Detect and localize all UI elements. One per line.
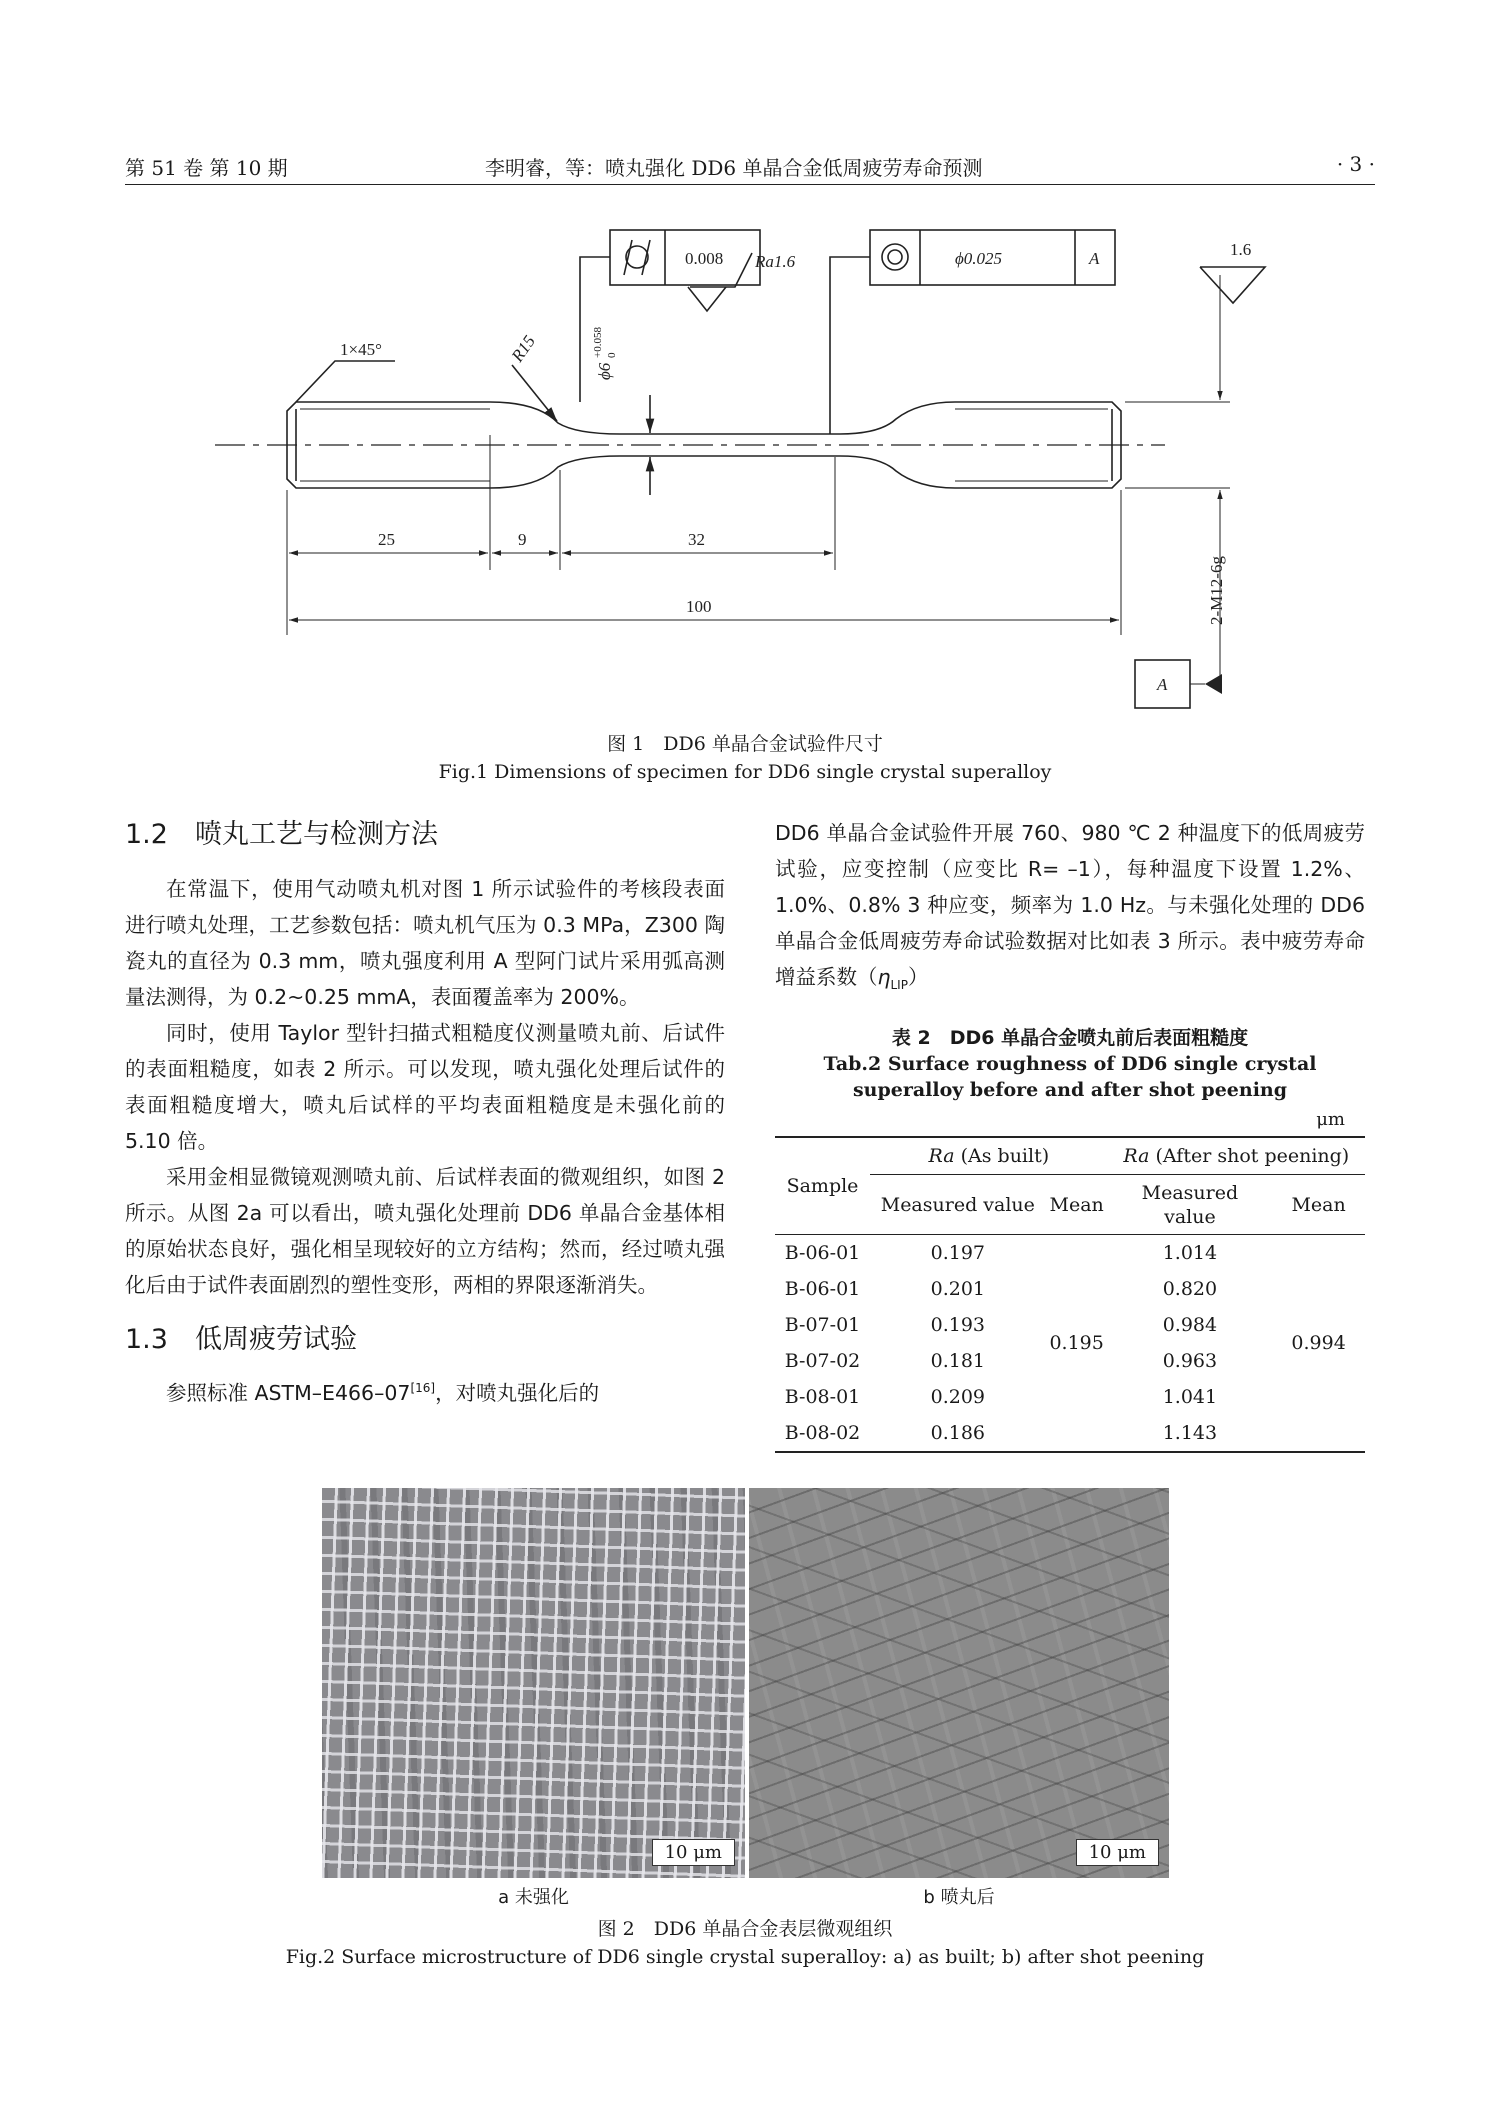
cylindricity-icon bbox=[624, 240, 650, 275]
right-column bbox=[775, 815, 1365, 1453]
table-row: B-06-01 0.201 0.820 bbox=[784, 1278, 1218, 1301]
table2-head-measured: Measured value bbox=[870, 1175, 1046, 1235]
datum-label: A bbox=[1157, 675, 1168, 694]
table2-unit: μm bbox=[1316, 1109, 1345, 1131]
figure1-caption-en: Fig.1 Dimensions of specimen for DD6 single crystal superalloy bbox=[438, 761, 1052, 783]
section-1-3-para-1: 参照标准 ASTM–E466–07[16]，对喷丸强化后的 bbox=[166, 1380, 600, 1405]
table2 bbox=[775, 1136, 1365, 1453]
table2-head-mean: Mean bbox=[1046, 1175, 1108, 1235]
corner-roughness-value: 1.6 bbox=[1230, 240, 1252, 259]
specimen-drawing bbox=[200, 195, 1280, 720]
table2-head-sample: Sample bbox=[775, 1137, 870, 1235]
thread-label: 2-M12-6g bbox=[1207, 556, 1226, 625]
running-title: 李明睿，等：喷丸强化 DD6 单晶合金低周疲劳寿命预测 bbox=[485, 156, 983, 180]
table-row: B-07-01 0.193 0.984 bbox=[784, 1314, 1218, 1337]
figure1-caption bbox=[300, 730, 1190, 786]
diameter-tol-upper: +0.058 bbox=[592, 327, 604, 358]
radius-label: R15 bbox=[507, 331, 539, 366]
scale-bar-a: 10 μm bbox=[652, 1839, 735, 1866]
table-row: B-06-01 0.197 0.195 1.014 0.994 bbox=[775, 1235, 1365, 1272]
table-row: B-08-02 0.186 1.143 bbox=[784, 1422, 1218, 1445]
page-number: · 3 · bbox=[1336, 152, 1375, 176]
coaxiality-value: ϕ0.025 bbox=[955, 249, 1003, 268]
section-1-2-para-3: 采用金相显微镜观测喷丸前、后试样表面的微观组织，如图 2 所示。从图 2a 可以看出，喷丸强化处理前 DD6 单晶合金基体相的原始状态良好，强化相呈现较好的立方结构；然而，经过喷丸强化后由于试件表面剧烈的塑性变形，两相的界限逐渐消失。 bbox=[125, 1165, 725, 1297]
table2-head-mean2: Mean bbox=[1272, 1175, 1365, 1235]
leader-coaxiality bbox=[830, 257, 870, 434]
section-1-2-para-1: 在常温下，使用气动喷丸机对图 1 所示试验件的考核段表面进行喷丸处理，工艺参数包括：喷丸机气压为 0.3 MPa，Z300 陶瓷丸的直径为 0.3 mm，喷丸强度利用 A 型阿门试片采用弧高测量法测得，为 0.2~0.25 mmA，表面覆盖率为 200%。 bbox=[125, 877, 725, 1009]
section-1-2-title: 1.2 喷丸工艺与检测方法 bbox=[125, 819, 438, 850]
leader-radius bbox=[512, 365, 557, 421]
figure2-caption-cn: 图 2 DD6 单晶合金表层微观组织 bbox=[597, 1918, 893, 1940]
flatness-value: 0.008 bbox=[685, 249, 724, 268]
section-1-3-title: 1.3 低周疲劳试验 bbox=[125, 1324, 357, 1355]
table2-mean-after: 0.994 bbox=[1291, 1332, 1346, 1355]
figure2-caption bbox=[200, 1915, 1290, 1971]
table2-head-built: Ra (As built) bbox=[870, 1137, 1108, 1175]
leader-chamfer bbox=[296, 361, 395, 402]
roughness-symbol bbox=[688, 287, 726, 311]
dim-100: 100 bbox=[686, 597, 712, 616]
table2-caption-cn: 表 2 DD6 单晶合金喷丸前后表面粗糙度 bbox=[891, 1027, 1249, 1050]
chamfer-label: 1×45° bbox=[340, 340, 382, 359]
header-rule bbox=[125, 184, 1375, 185]
left-column bbox=[125, 812, 725, 1411]
table2-head-after: Ra (After shot peening) bbox=[1108, 1137, 1365, 1175]
diameter-tol-lower: 0 bbox=[606, 352, 618, 358]
corner-roughness-symbol bbox=[1200, 267, 1265, 303]
diameter-label: ϕ6 bbox=[595, 362, 614, 380]
datum-triangle bbox=[1205, 674, 1222, 694]
subfigure-label-b: b 喷丸后 bbox=[923, 1887, 995, 1908]
table2-caption bbox=[775, 1025, 1365, 1130]
micrograph-after-peening bbox=[749, 1488, 1169, 1878]
section-1-3-continuation: DD6 单晶合金试验件开展 760、980 ℃ 2 种温度下的低周疲劳试验，应变控制（应变比 R= –1），每种温度下设置 1.2%、1.0%、0.8% 3 种应变，频率为 1.0 Hz。与未强化处理的 DD6 单晶合金低周疲劳寿命试验数据对比如表 3 所示。表中疲劳寿命增益系数$(\eta_{LIP})$ bbox=[775, 821, 1365, 993]
journal-volume: 第 51 卷 第 10 期 bbox=[125, 156, 288, 180]
dim-32: 32 bbox=[688, 530, 705, 549]
table2-caption-en-2: superalloy before and after shot peening bbox=[852, 1079, 1288, 1102]
dim-9: 9 bbox=[518, 530, 527, 549]
table-row: B-08-01 0.209 1.041 bbox=[784, 1386, 1218, 1409]
datum-label-frame: A bbox=[1089, 249, 1100, 268]
figure1-caption-cn: 图 1 DD6 单晶合金试验件尺寸 bbox=[607, 733, 883, 755]
micrograph-as-built bbox=[322, 1488, 745, 1878]
table2-mean-built: 0.195 bbox=[1049, 1332, 1104, 1355]
subfigure-label-a: a 未强化 bbox=[498, 1887, 569, 1908]
running-header bbox=[125, 146, 1375, 186]
coaxiality-icon bbox=[882, 244, 908, 270]
scale-bar-b: 10 μm bbox=[1076, 1839, 1159, 1866]
roughness-label: Ra1.6 bbox=[755, 252, 796, 271]
dim-25: 25 bbox=[378, 530, 395, 549]
table2-head-measured2: Measured value bbox=[1108, 1175, 1273, 1235]
table-row: B-07-02 0.181 0.963 bbox=[784, 1350, 1218, 1373]
figure2-caption-en: Fig.2 Surface microstructure of DD6 single crystal superalloy: a) as built; b) after shot peening bbox=[285, 1946, 1205, 1968]
section-1-2-para-2: 同时，使用 Taylor 型针扫描式粗糙度仪测量喷丸前、后试件的表面粗糙度，如表 2 所示。可以发现，喷丸强化处理后试件的表面粗糙度增大，喷丸后试样的平均表面粗糙度是未强化前的 5.10 倍。 bbox=[125, 1021, 725, 1153]
table2-caption-en-1: Tab.2 Surface roughness of DD6 single crystal bbox=[823, 1053, 1317, 1076]
